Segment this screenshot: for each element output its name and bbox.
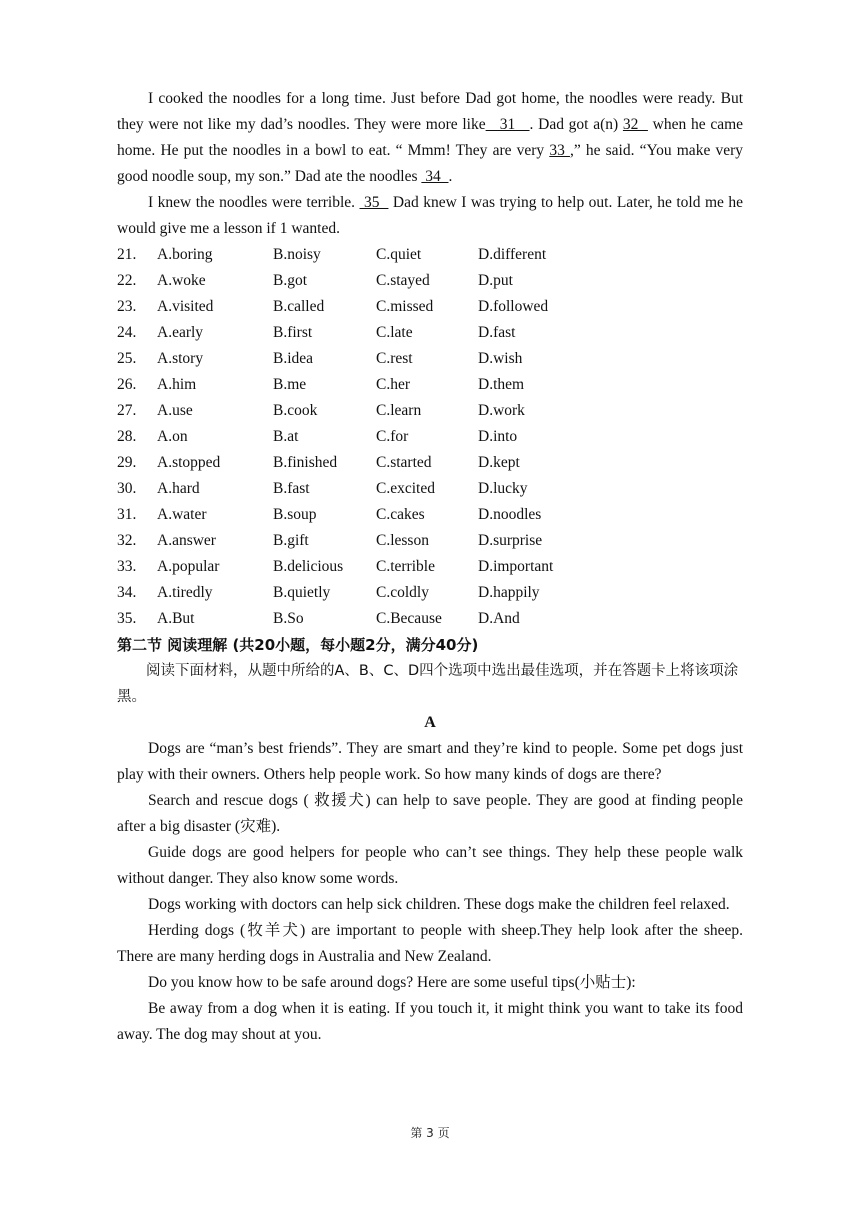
question-row [117, 476, 743, 502]
option-d: D.noodles [478, 506, 542, 523]
question-row [117, 424, 743, 450]
story-text: when he came home. He put the noodles in a bowl to eat. “ Mmm! They are very [117, 116, 744, 159]
story-text: I knew the noodles were terrible. [148, 194, 360, 211]
option-b: B.So [273, 610, 304, 627]
question-number: 27. [117, 402, 137, 419]
option-b: B.at [273, 428, 299, 445]
question-number: 32. [117, 532, 137, 549]
option-c: C.learn [376, 402, 422, 419]
option-c: C.coldly [376, 584, 429, 601]
option-d: D.important [478, 558, 554, 575]
option-b: B.me [273, 376, 307, 393]
story-text: Dad knew I was trying to help out. Later, he told me he would give me a lesson if 1 wanted. [117, 194, 744, 237]
question-row [117, 346, 743, 372]
option-d: D.lucky [478, 480, 528, 497]
question-number: 30. [117, 480, 137, 497]
story-paragraph-2 [117, 190, 743, 242]
question-number: 25. [117, 350, 137, 367]
option-c: C.stayed [376, 272, 430, 289]
option-a: A.boring [157, 246, 213, 263]
option-d: D.surprise [478, 532, 543, 549]
blank-number: 35 [359, 194, 389, 211]
story-text: . Dad got a(n) [529, 116, 623, 133]
option-d: D.different [478, 246, 547, 263]
option-a: A.woke [157, 272, 206, 289]
question-number: 24. [117, 324, 137, 341]
option-a: A.answer [157, 532, 216, 549]
blank-number: 31 [485, 116, 530, 133]
story-paragraph-1 [117, 86, 743, 190]
question-row [117, 320, 743, 346]
question-row [117, 294, 743, 320]
option-a: A.popular [157, 558, 220, 575]
blank-number: 33 [549, 142, 570, 159]
option-d: D.them [478, 376, 525, 393]
question-number: 33. [117, 558, 137, 575]
option-a: A.him [157, 376, 197, 393]
option-d: D.happily [478, 584, 540, 601]
question-row [117, 268, 743, 294]
cloze-options-list [117, 242, 743, 632]
question-row [117, 398, 743, 424]
option-a: A.visited [157, 298, 214, 315]
option-b: B.got [273, 272, 308, 289]
question-number: 26. [117, 376, 137, 393]
option-b: B.gift [273, 532, 309, 549]
blank-number: 32 [622, 116, 648, 133]
section-heading: 第二节 阅读理解 (共20小题，每小题2分，满分40分) [117, 636, 479, 654]
option-a: A.use [157, 402, 193, 419]
option-a: A.But [157, 610, 195, 627]
option-c: C.cakes [376, 506, 425, 523]
passage-paragraph: Search and rescue dogs ( 救援犬) can help to save people. They are good at finding people after a big disaster (灾难). [117, 792, 743, 835]
question-row [117, 528, 743, 554]
option-d: D.followed [478, 298, 549, 315]
question-number: 22. [117, 272, 137, 289]
passage-paragraph: Be away from a dog when it is eating. If you touch it, it might think you want to take its food away. The dog may shout at you. [117, 1000, 743, 1043]
option-c: C.started [376, 454, 432, 471]
option-c: C.her [376, 376, 411, 393]
option-b: B.cook [273, 402, 318, 419]
passage-paragraph: Do you know how to be safe around dogs? Here are some useful tips(小贴士): [148, 974, 636, 991]
question-row [117, 554, 743, 580]
option-d: D.work [478, 402, 525, 419]
option-b: B.fast [273, 480, 310, 497]
option-b: B.called [273, 298, 325, 315]
story-text: I cooked the noodles for a long time. Just before Dad got home, the noodles were ready. But they were not like my dad’s noodles. They were more like [117, 90, 743, 133]
option-b: B.delicious [273, 558, 344, 575]
question-number: 35. [117, 610, 137, 627]
option-c: C.late [376, 324, 413, 341]
story-text: ,” he said. “You make very good noodle soup, my son.” Dad ate the noodles [117, 142, 743, 185]
question-number: 21. [117, 246, 137, 263]
option-a: A.story [157, 350, 204, 367]
option-b: B.soup [273, 506, 317, 523]
option-c: C.rest [376, 350, 413, 367]
option-a: A.on [157, 428, 188, 445]
option-c: C.lesson [376, 532, 429, 549]
option-d: D.fast [478, 324, 516, 341]
option-d: D.wish [478, 350, 523, 367]
option-b: B.noisy [273, 246, 321, 263]
option-a: A.stopped [157, 454, 221, 471]
option-b: B.idea [273, 350, 314, 367]
passage-paragraph: Herding dogs (牧羊犬) are important to people with sheep.They help look after the sheep. There are many herding dogs in Australia and New Zealand. [117, 922, 743, 965]
option-b: B.finished [273, 454, 338, 471]
question-row [117, 450, 743, 476]
story-text: . [448, 168, 453, 185]
option-b: B.quietly [273, 584, 331, 601]
option-c: C.for [376, 428, 409, 445]
option-c: C.Because [376, 610, 442, 627]
option-d: D.kept [478, 454, 520, 471]
question-number: 31. [117, 506, 137, 523]
blank-number: 34 [421, 168, 449, 185]
option-a: A.tiredly [157, 584, 213, 601]
question-row [117, 372, 743, 398]
passage-paragraph: Guide dogs are good helpers for people who can’t see things. They help these people walk without danger. They also know some words. [117, 844, 743, 887]
option-a: A.hard [157, 480, 200, 497]
question-row [117, 580, 743, 606]
question-row [117, 606, 743, 632]
option-d: D.put [478, 272, 513, 289]
option-b: B.first [273, 324, 313, 341]
option-d: D.And [478, 610, 520, 627]
option-c: C.terrible [376, 558, 435, 575]
section-instruction: 阅读下面材料，从题中所给的A、B、C、D四个选项中选出最佳选项，并在答题卡上将该项涂黑。 [117, 663, 739, 705]
option-a: A.water [157, 506, 207, 523]
option-c: C.missed [376, 298, 434, 315]
option-c: C.excited [376, 480, 435, 497]
option-c: C.quiet [376, 246, 422, 263]
option-d: D.into [478, 428, 518, 445]
passage-title: A [424, 714, 436, 731]
passage-paragraph: Dogs are “man’s best friends”. They are smart and they’re kind to people. Some pet dogs just play with their owners. Others help people work. So how many kinds of dogs are there? [117, 740, 743, 783]
exam-page [117, 86, 743, 1048]
question-number: 23. [117, 298, 137, 315]
option-a: A.early [157, 324, 204, 341]
question-row [117, 502, 743, 528]
question-number: 34. [117, 584, 137, 601]
question-number: 28. [117, 428, 137, 445]
question-row [117, 242, 743, 268]
page-number: 第 3 页 [410, 1126, 450, 1140]
passage-paragraph: Dogs working with doctors can help sick children. These dogs make the children feel relaxed. [148, 896, 730, 913]
question-number: 29. [117, 454, 137, 471]
